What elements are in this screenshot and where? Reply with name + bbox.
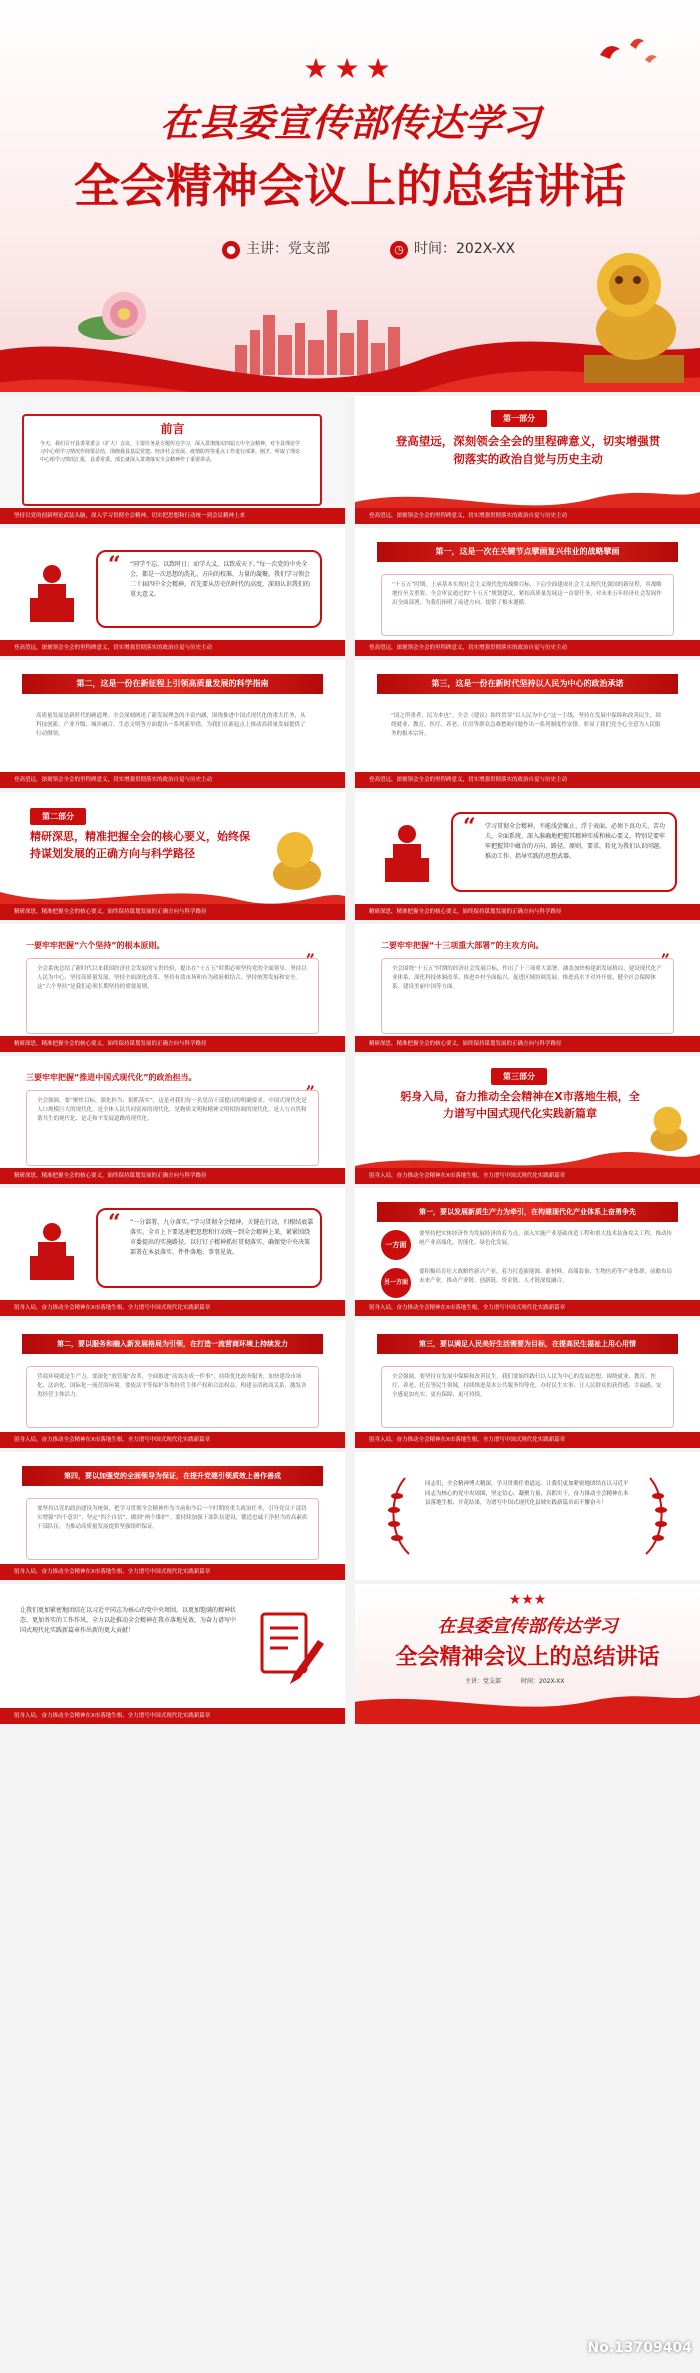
slide-task-4 <box>0 1452 345 1580</box>
quote-mark-icon: ” <box>660 950 670 969</box>
slide-closing-document <box>0 1584 345 1724</box>
slide-footer: 登高望远，深刻领会全会的里程碑意义，切实增强贯彻落实的政治自觉与历史主动 <box>0 640 345 656</box>
slide-preface <box>0 396 345 524</box>
aspect-text-1: 要坚持把实体经济作为发展经济的着力点，深入实施产业基础再造工程和重大技术装备攻关工程，推动传统产业高端化、智能化、绿色化发展。 <box>419 1231 673 1246</box>
part-label: 第三部分 <box>491 1068 547 1085</box>
slide-part-three <box>355 1056 700 1184</box>
lower-background <box>0 1728 700 2373</box>
quote-mark: “ <box>463 814 476 840</box>
end-speaker-label: 主讲：党支部 <box>465 1678 502 1685</box>
slide-closing-laurel <box>355 1452 700 1580</box>
preface-body: 今天，我们召开县委常委会（扩大）会议，主要任务是专题传达学习、深入贯彻落实四届五中全会精神，对全县理论学习中心组学习情况作简要总结，围绕我县基层党建、经济社会发展、疫情防控等重点工作进行部署。刚才，听取了理论中心组学习情况汇报，县委常委、部长就深入贯彻落实全会精神作了重要讲话。 <box>40 441 301 463</box>
golden-lion-statue-icon <box>646 1102 692 1156</box>
slide-part-two <box>0 792 345 920</box>
slide-footer: 躬身入局，奋力推动全会精神在X市落地生根，全力谱写中国式现代化实践新篇章 <box>0 1564 345 1580</box>
closing-text: 同志们，全会精神博大精深，学习贯彻任重道远。让我们更加紧密地团结在以习近平同志为核心的党中央周围，坚定信心、凝聚力量、真抓实干，奋力推动全会精神在本县落地生根、开花结果，为谱写中国式现代化县域实践新篇章而不懈奋斗！ <box>425 1481 629 1506</box>
golden-lion-statue-icon <box>574 235 694 385</box>
preface-heading: 前言 <box>160 422 185 436</box>
speaker-info <box>222 238 330 259</box>
slide-point-1 <box>355 528 700 656</box>
speaker-podium-icon <box>379 822 435 882</box>
hero-title-line2: 全会精神会议上的总结讲话 <box>74 159 626 213</box>
hero-stars: ★★★ <box>303 52 397 85</box>
aspect-text-2: 要积极培育壮大战略性新兴产业，着力打造新能源、新材料、高端装备、生物医药等产业集群，前瞻布局未来产业，推动产业链、创新链、资金链、人才链深度融合。 <box>419 1269 673 1284</box>
slide-principle-2 <box>355 924 700 1052</box>
hero-title-line1: 在县委宣传部传达学习 <box>159 100 540 145</box>
principle-heading: 二要牢牢把握“十三项重大部署”的主攻方向。 <box>381 941 544 950</box>
point-banner: 第三，这是一份在新时代坚持以人民为中心的政治承诺 <box>377 674 678 694</box>
slide-end-title <box>355 1584 700 1724</box>
task-banner: 第一，要以发展新质生产力为牵引，在构建现代化产业体系上奋勇争先 <box>377 1202 678 1222</box>
part-label: 第二部分 <box>30 808 86 825</box>
principle-heading: 一要牢牢把握“六个坚持”的根本原则。 <box>26 941 165 950</box>
slide-point-2 <box>0 660 345 788</box>
end-meta <box>465 1676 564 1685</box>
slide-footer: 躬身入局，奋力推动全会精神在X市落地生根，全力谱写中国式现代化实践新篇章 <box>0 1300 345 1316</box>
part-label: 第一部分 <box>491 410 547 427</box>
slide-footer: 坚持以党的创新理论武装头脑，深入学习贯彻全会精神，切实把思想和行动统一到会议精神上来 <box>0 508 345 524</box>
slide-task-1 <box>355 1188 700 1316</box>
hero-slide <box>0 0 700 392</box>
person-icon: ● <box>222 241 240 259</box>
clock-icon: ◷ <box>390 241 408 259</box>
slide-quote-3 <box>0 1188 345 1316</box>
slide-footer: 精研深思，精准把握全会的核心要义，始终保持谋划发展的正确方向与科学路径 <box>0 1168 345 1184</box>
slide-footer: 登高望远，深刻领会全会的里程碑意义，切实增强贯彻落实的政治自觉与历史主动 <box>355 508 700 524</box>
slide-task-2 <box>0 1320 345 1448</box>
closing-text: 让我们更加紧密地团结在以习近平同志为核心的党中央周围，以更加饱满的精神状态、更加务实的工作作风，全力以赴推动全会精神在我市落地见效，为奋力谱写中国式现代化实践新篇章作出新的更大贡献！ <box>20 1607 237 1634</box>
slide-footer: 躬身入局，奋力推动全会精神在X市落地生根，全力谱写中国式现代化实践新篇章 <box>0 1708 345 1724</box>
aspect-circle-2: 另一方面 <box>381 1268 411 1298</box>
slide-quote-2 <box>355 792 700 920</box>
speaker-podium-icon <box>24 1220 80 1280</box>
quote-text: “一分部署，九分落实。”学习贯彻全会精神，关键在行动，归根结底靠落实。全市上下要迅速把思想和行动统一到全会精神上来，紧紧围绕市委提出的实施路径，以钉钉子精神抓好贯彻落实，确保党中央决策部署在本县落实、件件落地、事事见效。 <box>130 1219 314 1256</box>
time-info <box>390 238 515 259</box>
laurel-left-icon <box>385 1476 415 1556</box>
end-time-label: 时间：202X-XX <box>521 1678 565 1685</box>
slide-footer: 躬身入局，奋力推动全会精神在X市落地生根，全力谱写中国式现代化实践新篇章 <box>0 1432 345 1448</box>
point-banner: 第一，这是一次在关键节点擘画复兴伟业的战略擘画 <box>377 542 678 562</box>
slide-footer: 精研深思，精准把握全会的核心要义，始终保持谋划发展的正确方向与科学路径 <box>0 1036 345 1052</box>
end-title-line2: 全会精神会议上的总结讲话 <box>395 1644 660 1670</box>
end-title-line1: 在县委宣传部传达学习 <box>437 1616 618 1637</box>
quote-mark-icon: ” <box>305 950 315 969</box>
point-body: “十五五”时期，上承基本实现社会主义现代化的战略目标，下启全面建成社会主义现代化强国的新征程，其战略地位至关重要。全会审议通过的“十五五”规划建议，紧扣高质量发展这一首要任务，对未来五年经济社会发展作出全面部署，为我们指明了前进方向、提供了根本遵循。 <box>381 574 674 636</box>
red-ribbon-wave <box>355 1690 700 1724</box>
quote-text: 学习贯彻全会精神，不能浅尝辄止、浮于表面，必须下真功夫、苦功夫，全面系统、深入准确地把握其精神实质和核心要义，特别是要牢牢把握其中蕴含的方向、路径、原则、要求，转化为我们认识问题、推动工作、指导实践的思想武器。 <box>485 823 666 860</box>
point-body: 高质量发展是新时代的硬道理。全会深刻阐述了新发展理念的丰富内涵，围绕推进中国式现代化的重大任务，从科技创新、产业升级、城乡融合、生态文明等方面提出一系列新举措，为我们在新起点上推动高质量发展提供了行动纲领。 <box>36 713 306 737</box>
slide-footer: 精研深思，精准把握全会的核心要义，始终保持谋划发展的正确方向与科学路径 <box>0 904 345 920</box>
task-body: 要坚持以党的政治建设为统领，把学习贯彻全会精神作为当前和今后一个时期的重大政治任务，引导党员干部切实增强“四个意识”、坚定“四个自信”、做到“两个维护”。要持续加强干部队伍建设，锻造忠诚干净担当的高素质干部队伍，为推动高质量发展提供坚强组织保证。 <box>26 1498 319 1560</box>
quote-mark: “ <box>108 552 121 578</box>
watermark-id: No.13709404 <box>587 2340 692 2356</box>
slide-quote-1 <box>0 528 345 656</box>
slide-footer: 精研深思，精准把握全会的核心要义，始终保持谋划发展的正确方向与科学路径 <box>355 904 700 920</box>
golden-lion-statue-icon <box>267 826 327 896</box>
slide-footer: 精研深思，精准把握全会的核心要义，始终保持谋划发展的正确方向与科学路径 <box>355 1036 700 1052</box>
time-label: 时间：202X-XX <box>414 241 516 257</box>
slide-footer: 登高望远，深刻领会全会的里程碑意义，切实增强贯彻落实的政治自觉与历史主动 <box>355 640 700 656</box>
speaker-podium-icon <box>24 562 80 622</box>
principle-body: 全会围绕“十五五”时期的经济社会发展目标，作出了十三项重大部署，涵盖加快构建新发展格局、建设现代化产业体系、深化科技体制改革、推进乡村全面振兴、促进区域协调发展、推进高水平对外开放、健全社会保障体系、建设美丽中国等方面。 <box>381 958 674 1034</box>
slide-point-3 <box>355 660 700 788</box>
part-title: 登高望远，深刻领会全会的里程碑意义，切实增强贯彻落实的政治自觉与历史主动 <box>395 434 661 466</box>
point-banner: 第二，这是一份在新征程上引领高质量发展的科学指南 <box>22 674 323 694</box>
part-title: 精研深思，精准把握全会的核心要义，始终保持谋划发展的正确方向与科学路径 <box>30 830 250 860</box>
principle-body: 全会强调，要“聚焦目标、强化担当、狠抓落实”，这是对我们每一名党员干部提出的明确要求。中国式现代化是人口规模巨大的现代化、是全体人民共同富裕的现代化、是物质文明和精神文明相协调的现代化、是人与自然和谐共生的现代化、是走和平发展道路的现代化。 <box>26 1090 319 1166</box>
slide-footer: 登高望远，深刻领会全会的里程碑意义，切实增强贯彻落实的政治自觉与历史主动 <box>355 772 700 788</box>
task-banner: 第二，要以服务和融入新发展格局为引领，在打造一流营商环境上持续发力 <box>22 1334 323 1354</box>
slide-footer: 躬身入局，奋力推动全会精神在X市落地生根，全力谱写中国式现代化实践新篇章 <box>355 1432 700 1448</box>
slide-principle-3 <box>0 1056 345 1184</box>
aspect-circle-1: 一方面 <box>381 1230 411 1260</box>
part-title: 躬身入局，奋力推动全会精神在X市落地生根，全力谱写中国式现代化实践新篇章 <box>400 1090 640 1120</box>
slide-principle-1 <box>0 924 345 1052</box>
principle-heading: 三要牢牢把握“推进中国式现代化”的政治担当。 <box>26 1073 197 1082</box>
slide-footer: 躬身入局，奋力推动全会精神在X市落地生根，全力谱写中国式现代化实践新篇章 <box>355 1300 700 1316</box>
slide-part-one <box>355 396 700 524</box>
end-stars: ★★★ <box>508 1592 547 1608</box>
speaker-label: 主讲：党支部 <box>246 241 330 257</box>
point-body: “国之所重者，民为本也”。全会《建议》始终贯穿“以人民为中心”这一主线，坚持在发展中保障和改善民生，围绕就业、教育、医疗、养老、住房等群众急难愁盼问题作出一系列制度性安排，彰显了我们党全心全意为人民服务的根本宗旨。 <box>391 713 661 737</box>
slide-footer: 登高望远，深刻领会全会的里程碑意义，切实增强贯彻落实的政治自觉与历史主动 <box>0 772 345 788</box>
principle-body: 全会系统总结了新时代以来我国经济社会发展的宝贵经验，提出在“十五五”时期必须坚持党的全面领导、坚持以人民为中心、坚持高质量发展、坚持全面深化改革、坚持有效市场和有为政府相结合、坚持统筹发展和安全。这“六个坚持”是我们必须长期坚持的重要原则。 <box>26 958 319 1034</box>
document-pen-icon <box>258 1610 328 1690</box>
slide-footer: 躬身入局，奋力推动全会精神在X市落地生根，全力谱写中国式现代化实践新篇章 <box>355 1168 700 1184</box>
quote-mark: “ <box>108 1210 121 1236</box>
slide-task-3 <box>355 1320 700 1448</box>
task-body: 全会强调，要坚持在发展中保障和改善民生。我们要始终践行以人民为中心的发展思想，围绕就业、教育、医疗、养老、托育等民生领域，持续推进基本公共服务均等化，办好民生实事，让人民群众的获得感、幸福感、安全感更加充实、更有保障、更可持续。 <box>381 1366 674 1428</box>
task-banner: 第三，要以满足人民美好生活需要为目标，在提高民生福祉上用心用情 <box>377 1334 678 1354</box>
task-banner: 第四，要以加强党的全面领导为保证，在提升党建引领质效上善作善成 <box>22 1466 323 1486</box>
laurel-right-icon <box>640 1476 670 1556</box>
task-body: 营商环境就是生产力。要深化“放管服”改革，全面推进“高效办成一件事”，持续优化政务服务，加快建设市场化、法治化、国际化一流营商环境。要依法平等保护各类经营主体产权和合法权益，构建亲清政商关系，激发各类经营主体活力。 <box>26 1366 319 1428</box>
quote-text: “同学不忘，以致时日；而学大义，以致成天下。”每一次党的中央全会，都是一次思想的洗礼、方向的校准、力量的凝聚。我们学习领会二十届四中全会精神，首先要从历史的时代的高度，深刻认识我们的重大意义。 <box>130 561 311 598</box>
hero-meta <box>222 238 515 259</box>
quote-mark-icon: ” <box>305 1082 315 1101</box>
